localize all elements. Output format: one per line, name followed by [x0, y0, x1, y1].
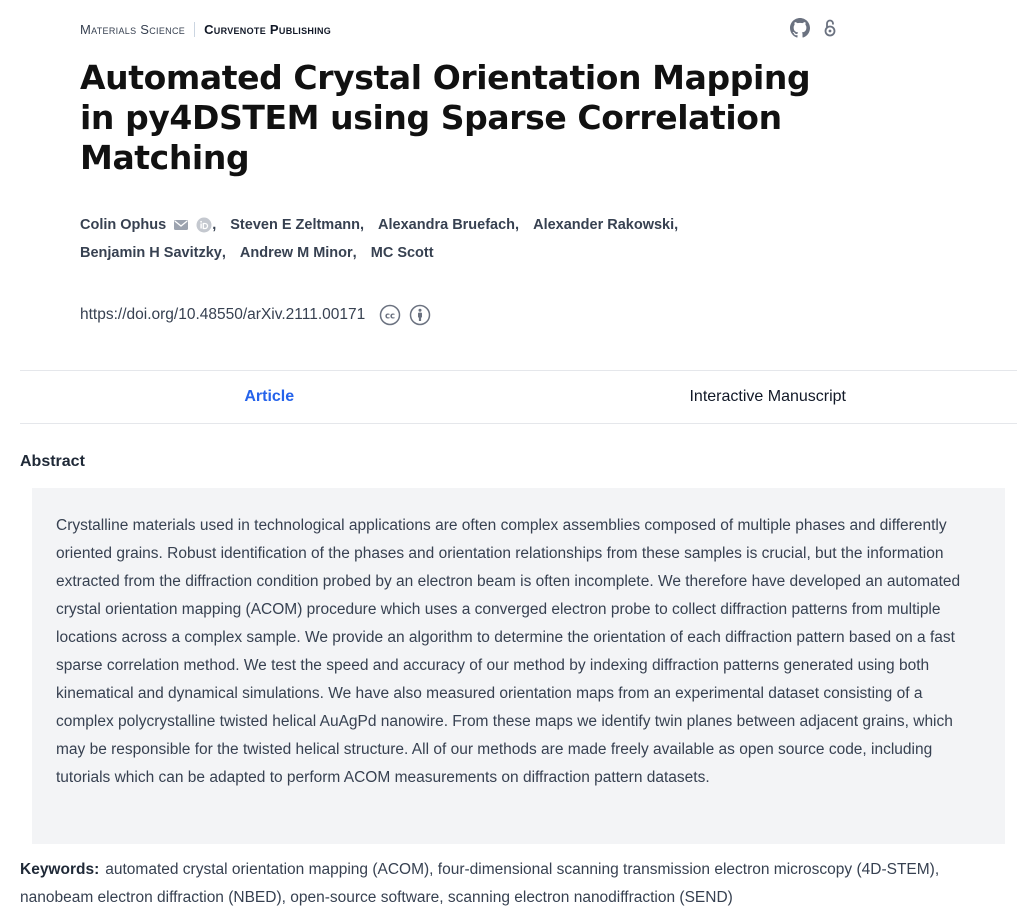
- abstract-panel: [32, 488, 1005, 844]
- author-separator: ,: [352, 245, 357, 261]
- author-name: Steven E Zeltmann: [230, 217, 360, 233]
- author-colin-ophus[interactable]: [80, 211, 216, 239]
- github-icon[interactable]: [790, 18, 810, 38]
- author-name: Alexandra Bruefach: [378, 217, 516, 233]
- author-name: Andrew M Minor: [239, 245, 353, 261]
- author-separator: ,: [674, 217, 679, 233]
- keywords-label: Keywords:: [20, 861, 100, 878]
- open-access-icon[interactable]: [820, 18, 840, 38]
- author-name: Alexander Rakowski: [533, 217, 675, 233]
- tab-article[interactable]: Article: [244, 388, 295, 405]
- article-tabs: [20, 370, 1017, 424]
- author-name: Benjamin H Savitzky: [80, 245, 222, 261]
- article-title: Automated Crystal Orientation Mapping in py4DSTEM using Sparse Correlation Matching: [80, 58, 811, 177]
- publisher-name[interactable]: Curvenote Publishing: [204, 21, 332, 37]
- author-separator: ,: [515, 217, 520, 233]
- author-name: MC Scott: [370, 245, 434, 261]
- author-separator: ,: [212, 217, 217, 233]
- author-alexandra-bruefach[interactable]: [378, 211, 519, 239]
- journal-subject[interactable]: Materials Science: [80, 22, 195, 37]
- tab-interactive-manuscript[interactable]: Interactive Manuscript: [689, 388, 846, 405]
- email-icon[interactable]: [173, 217, 189, 233]
- doi-link[interactable]: https://doi.org/10.48550/arXiv.2111.00171: [80, 306, 366, 323]
- author-separator: ,: [221, 245, 226, 261]
- header-icons: [790, 18, 840, 38]
- doi-row: [80, 304, 431, 326]
- journal-header: [80, 18, 840, 40]
- author-name: Colin Ophus: [80, 217, 167, 233]
- cc-icon[interactable]: [379, 304, 401, 326]
- author-alexander-rakowski[interactable]: [533, 211, 678, 239]
- author-steven-e-zeltmann[interactable]: [230, 211, 364, 239]
- author-benjamin-h-savitzky[interactable]: [80, 239, 226, 267]
- abstract-heading: Abstract: [20, 453, 85, 470]
- keywords-text: automated crystal orientation mapping (ACOM), four-dimensional scanning transmission electron microscopy (4D-STEM), nanobeam electron diffraction (NBED), open-source software, scanning electron nanodiffraction (SEND): [20, 861, 940, 906]
- by-attribution-icon[interactable]: [409, 304, 431, 326]
- author-andrew-m-minor[interactable]: [240, 239, 357, 267]
- author-separator: ,: [359, 217, 365, 233]
- orcid-icon[interactable]: [196, 217, 212, 233]
- author-mc-scott[interactable]: [371, 239, 434, 267]
- keywords-section: [20, 856, 980, 912]
- svg-text:cc: cc: [385, 311, 396, 322]
- author-list: [80, 211, 840, 267]
- abstract-text: Crystalline materials used in technological applications are often complex assemblies composed of multiple phases and differently oriented grains. Robust identification of the phases and orientation relationships from these samples is crucial, but the information extracted from the diffraction condition probed by an electron beam is often incomplete. We therefore have developed an automated crystal orientation mapping (ACOM) procedure which uses a converged electron probe to collect diffraction patterns from multiple locations across a complex sample. We provide an algorithm to determine the orientation of each diffraction pattern based on a fast sparse correlation method. We test the speed and accuracy of our method by indexing diffraction patterns generated using both kinematical and dynamical simulations. We have also measured orientation maps from an experimental dataset consisting of a complex polycrystalline twisted helical AuAgPd nanowire. From these maps we identify twin planes between adjacent grains, which may be responsible for the twisted helical structure. All of our methods are made freely available as open source code, including tutorials which can be adapted to perform ACOM measurements on diffraction pattern datasets.: [56, 517, 961, 786]
